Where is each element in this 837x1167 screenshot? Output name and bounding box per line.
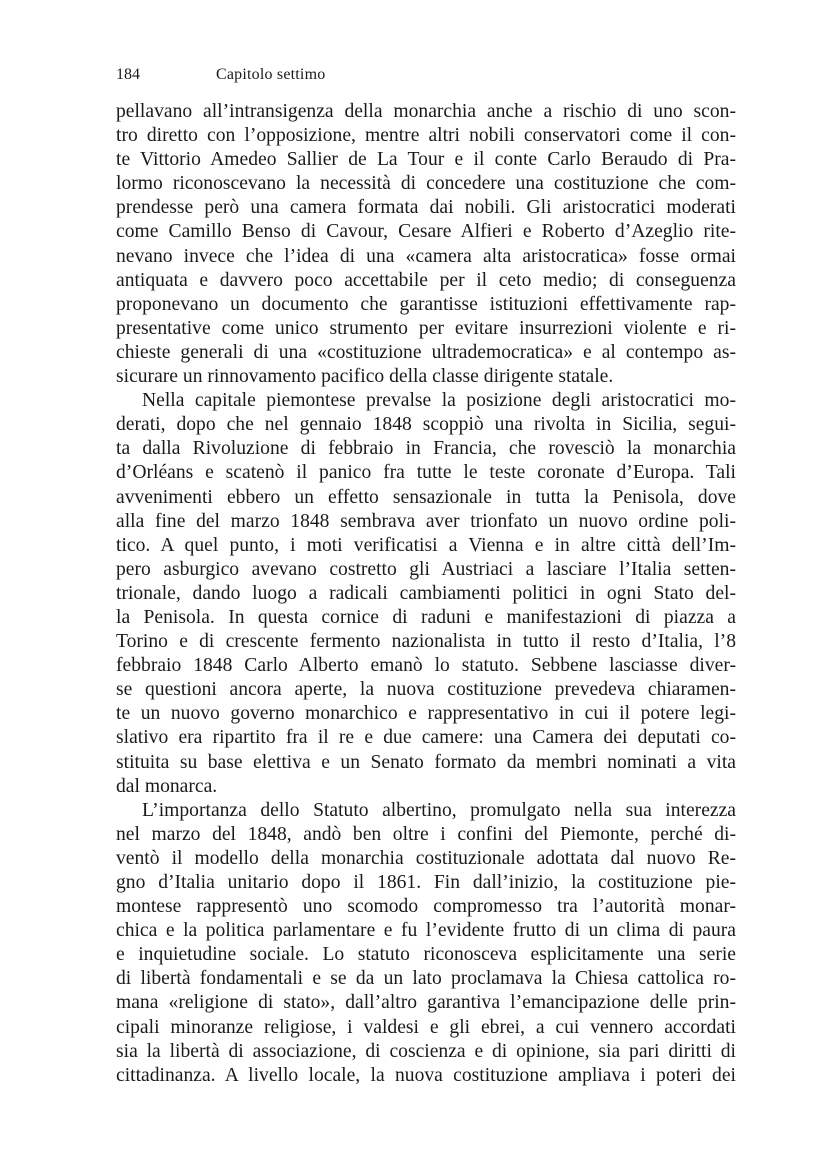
running-head xyxy=(116,66,736,88)
text-line: nevano invece che l’idea di una «camera alta aristocratica» fosse ormai xyxy=(116,245,736,267)
text-line: montese rappresentò uno scomodo compromesso tra l’autorità monar- xyxy=(116,896,736,918)
text-line: ta dalla Rivoluzione di febbraio in Francia, che rovesciò la monarchia xyxy=(116,438,736,460)
paragraph xyxy=(116,799,736,1088)
text-line: te Vittorio Amedeo Sallier de La Tour e il conte Carlo Beraudo di Pra- xyxy=(116,149,736,171)
text-line: lormo riconoscevano la necessità di concedere una costituzione che com- xyxy=(116,173,736,195)
text-line: d’Orléans e scatenò il panico fra tutte le teste coronate d’Europa. Tali xyxy=(116,462,736,484)
text-line: tro diretto con l’opposizione, mentre altri nobili conservatori come il con- xyxy=(116,125,736,147)
text-line: prendesse però una camera formata dai nobili. Gli aristocratici moderati xyxy=(116,197,736,219)
text-line: chieste generali di una «costituzione ultrademocratica» e al contempo as- xyxy=(116,341,736,363)
text-line: cittadinanza. A livello locale, la nuova costituzione ampliava i poteri dei xyxy=(116,1064,736,1086)
text-line: come Camillo Benso di Cavour, Cesare Alfieri e Roberto d’Azeglio rite- xyxy=(116,221,736,243)
text-line: cipali minoranze religiose, i valdesi e gli ebrei, a cui vennero accordati xyxy=(116,1016,736,1038)
text-line: e inquietudine sociale. Lo statuto riconosceva esplicitamente una serie xyxy=(116,944,736,966)
book-page xyxy=(116,66,736,1088)
text-line: pero asburgico avevano costretto gli Austriaci a lasciare l’Italia setten- xyxy=(116,558,736,580)
text-line: chica e la politica parlamentare e fu l’evidente frutto di un clima di paura xyxy=(116,920,736,942)
text-line: Nella capitale piemontese prevalse la posizione degli aristocratici mo- xyxy=(142,390,736,412)
text-line: ventò il modello della monarchia costituzionale adottata dal nuovo Re- xyxy=(116,847,736,869)
text-line: antiquata e davvero poco accettabile per il ceto medio; di conseguenza xyxy=(116,269,736,291)
text-line: stituita su base elettiva e un Senato formato da membri nominati a vita xyxy=(116,751,736,773)
text-line: pellavano all’intransigenza della monarchia anche a rischio di uno scon- xyxy=(116,101,736,122)
text-line: trionale, dando luogo a radicali cambiamenti politici in ogni Stato del- xyxy=(116,582,736,604)
text-line: la Penisola. In questa cornice di raduni e manifestazioni di piazza a xyxy=(116,606,736,628)
text-line: nel marzo del 1848, andò ben oltre i confini del Piemonte, perché di- xyxy=(116,823,736,845)
text-line: derati, dopo che nel gennaio 1848 scoppiò una rivolta in Sicilia, segui- xyxy=(116,414,736,436)
text-line: sia la libertà di associazione, di coscienza e di opinione, sia pari diritti di xyxy=(116,1040,736,1062)
paragraph xyxy=(116,389,736,799)
text-line: slativo era ripartito fra il re e due camere: una Camera dei deputati co- xyxy=(116,727,736,749)
text-line: proponevano un documento che garantisse istituzioni effettivamente rap- xyxy=(116,293,736,315)
text-line: tico. A quel punto, i moti verificatisi a Vienna e in altre città dell’Im- xyxy=(116,534,736,556)
text-line: febbraio 1848 Carlo Alberto emanò lo statuto. Sebbene lasciasse diver- xyxy=(116,655,736,677)
text-line: L’importanza dello Statuto albertino, promulgato nella sua interezza xyxy=(142,799,736,821)
paragraph xyxy=(116,100,736,389)
chapter-title: Capitolo settimo xyxy=(216,66,326,83)
body-text xyxy=(116,100,736,1088)
text-line: alla fine del marzo 1848 sembrava aver trionfato un nuovo ordine poli- xyxy=(116,510,736,532)
text-line: gno d’Italia unitario dopo il 1861. Fin dall’inizio, la costituzione pie- xyxy=(116,872,736,893)
text-line: di libertà fondamentali e se da un lato proclamava la Chiesa cattolica ro- xyxy=(116,968,736,990)
text-line: avvenimenti ebbero un effetto sensazionale in tutta la Penisola, dove xyxy=(116,486,736,508)
text-line: presentative come unico strumento per evitare insurrezioni violente e ri- xyxy=(116,317,736,339)
text-line: Torino e di crescente fermento nazionalista in tutto il resto d’Italia, l’8 xyxy=(116,631,736,653)
text-line: mana «religione di stato», dall’altro garantiva l’emancipazione delle prin- xyxy=(116,992,736,1014)
text-line: se questioni ancora aperte, la nuova costituzione prevedeva chiaramen- xyxy=(116,679,736,701)
text-line: sicurare un rinnovamento pacifico della classe dirigente statale. xyxy=(116,366,614,388)
page-number: 184 xyxy=(116,66,140,83)
text-line: dal monarca. xyxy=(116,775,218,797)
text-line: te un nuovo governo monarchico e rappresentativo in cui il potere legi- xyxy=(116,703,736,725)
